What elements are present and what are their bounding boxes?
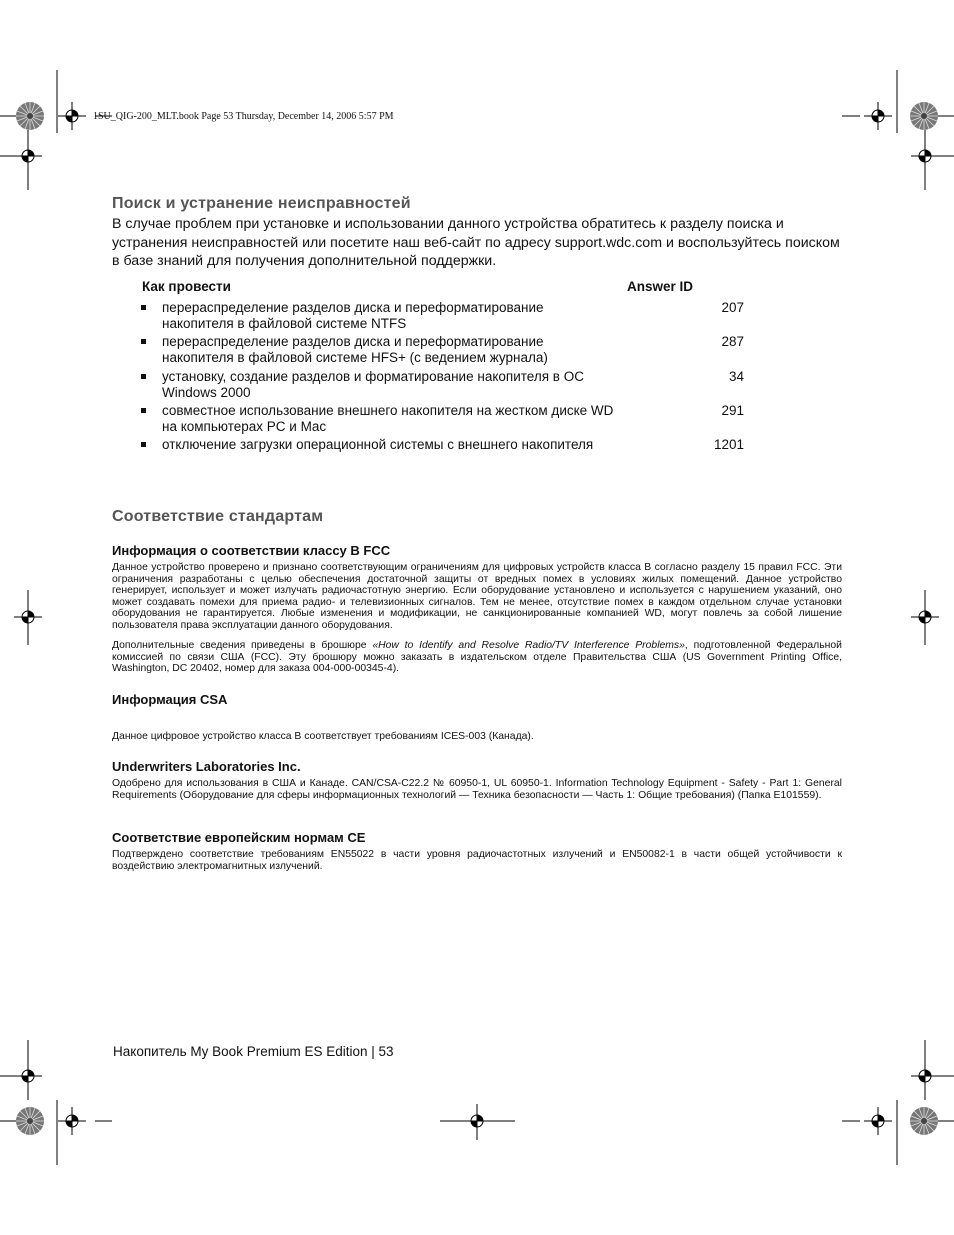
row-text: перераспределение разделов диска и переформатирование накопителя в файловой системе HFS+ (с ведением журнала) <box>162 334 548 365</box>
ce-heading: Соответствие европейским нормам CE <box>112 830 366 845</box>
row-text: отключение загрузки операционной системы с внешнего накопителя <box>162 437 594 452</box>
table-row <box>141 437 744 469</box>
fcc-brochure-title: «How to Identify and Resolve Radio/TV Interference Problems» <box>372 640 685 651</box>
row-text: перераспределение разделов диска и переформатирование накопителя в файловой системе NTFS <box>162 300 544 331</box>
fcc-p2-before: Дополнительные сведения приведены в брошюре <box>112 640 373 651</box>
csa-text: Данное цифровое устройство класса B соответствует требованиям ICES-003 (Канада). <box>112 731 534 742</box>
row-text: совместное использование внешнего накопителя на жестком диске WD на компьютерах PC и Mac <box>162 403 614 434</box>
table-row <box>141 403 744 435</box>
row-text: установку, создание разделов и форматирование накопителя в ОС Windows 2000 <box>162 369 584 400</box>
troubleshooting-title: Поиск и устранение неисправностей <box>112 195 411 212</box>
fcc-paragraph-1: Данное устройство проверено и признано соответствующим ограничениям для цифровых устройств класса B согласно разделу 15 правил FCC. Эти ограничения разработаны с целью обеспечения достаточной защиты от вредных помех в условиях жилых помещений. Данное устройство генерирует, использует и может излучать радиочастотную энергию. Если оборудование установлено и используется с нарушением указаний, оно может создавать помехи для приема радио- и телевизионных сигналов. Тем не менее, отсутствие помех в каждом отдельном случае установки оборудования не гарантируется. Любые изменения и модификации, не санкционированные компанией WD, могут повлечь за собой лишение пользователя права эксплуатации данного оборудования. <box>112 562 842 631</box>
fcc-paragraph-2 <box>112 640 842 675</box>
bullet-icon <box>141 305 146 310</box>
ul-heading: Underwriters Laboratories Inc. <box>112 759 301 774</box>
bullet-icon <box>141 442 146 447</box>
row-answer-id: 34 <box>728 369 744 384</box>
table-row <box>141 369 744 401</box>
bullet-icon <box>141 408 146 413</box>
troubleshooting-intro: В случае проблем при установке и использовании данного устройства обратитесь к разделу поиска и устранения неисправностей или посетите наш веб-сайт по адресу support.wdc.com и воспользуйтесь поиском в базе знаний для получения дополнительной поддержки. <box>112 216 840 269</box>
compliance-title: Соответствие стандартам <box>112 508 324 525</box>
table-header-answer-id: Answer ID <box>627 279 694 294</box>
table-row <box>141 300 744 332</box>
row-answer-id: 291 <box>721 403 744 418</box>
ul-text: Одобрено для использования в США и Канаде. CAN/CSA-C22.2 № 60950-1, UL 60950-1. Information Technology Equipment - Safety - Part 1: General Requirements (Оборудование для сферы информационных технологий — Техника безопасности — Часть 1: Общие требования) (Папка E101559). <box>112 778 842 801</box>
table-header-how: Как провести <box>142 279 231 294</box>
bullet-icon <box>141 339 146 344</box>
page-footer: Накопитель My Book Premium ES Edition | 53 <box>113 1044 394 1059</box>
table-row <box>141 334 744 366</box>
fcc-heading: Информация о соответствии классу B FCC <box>112 543 391 558</box>
row-answer-id: 207 <box>721 300 744 315</box>
ce-text: Подтверждено соответствие требованиям EN55022 в части уровня радиочастотных излучений и EN50082-1 в части общей устойчивости к воздействию электромагнитных излучений. <box>112 849 842 872</box>
print-header: 1SU_QIG-200_MLT.book Page 53 Thursday, December 14, 2006 5:57 PM <box>93 111 394 122</box>
bullet-icon <box>141 374 146 379</box>
row-answer-id: 287 <box>721 334 744 349</box>
fcc-p2-after: , подготовленной Федеральной комиссией по связи США (FCC). Эту брошюру можно заказать в издательском отделе Правительства США (US Government Printing Office, Washington, DC 20402, номер для заказа 004-000-00345-4). <box>112 640 842 675</box>
csa-heading: Информация CSA <box>112 692 228 707</box>
row-answer-id: 1201 <box>713 437 744 452</box>
